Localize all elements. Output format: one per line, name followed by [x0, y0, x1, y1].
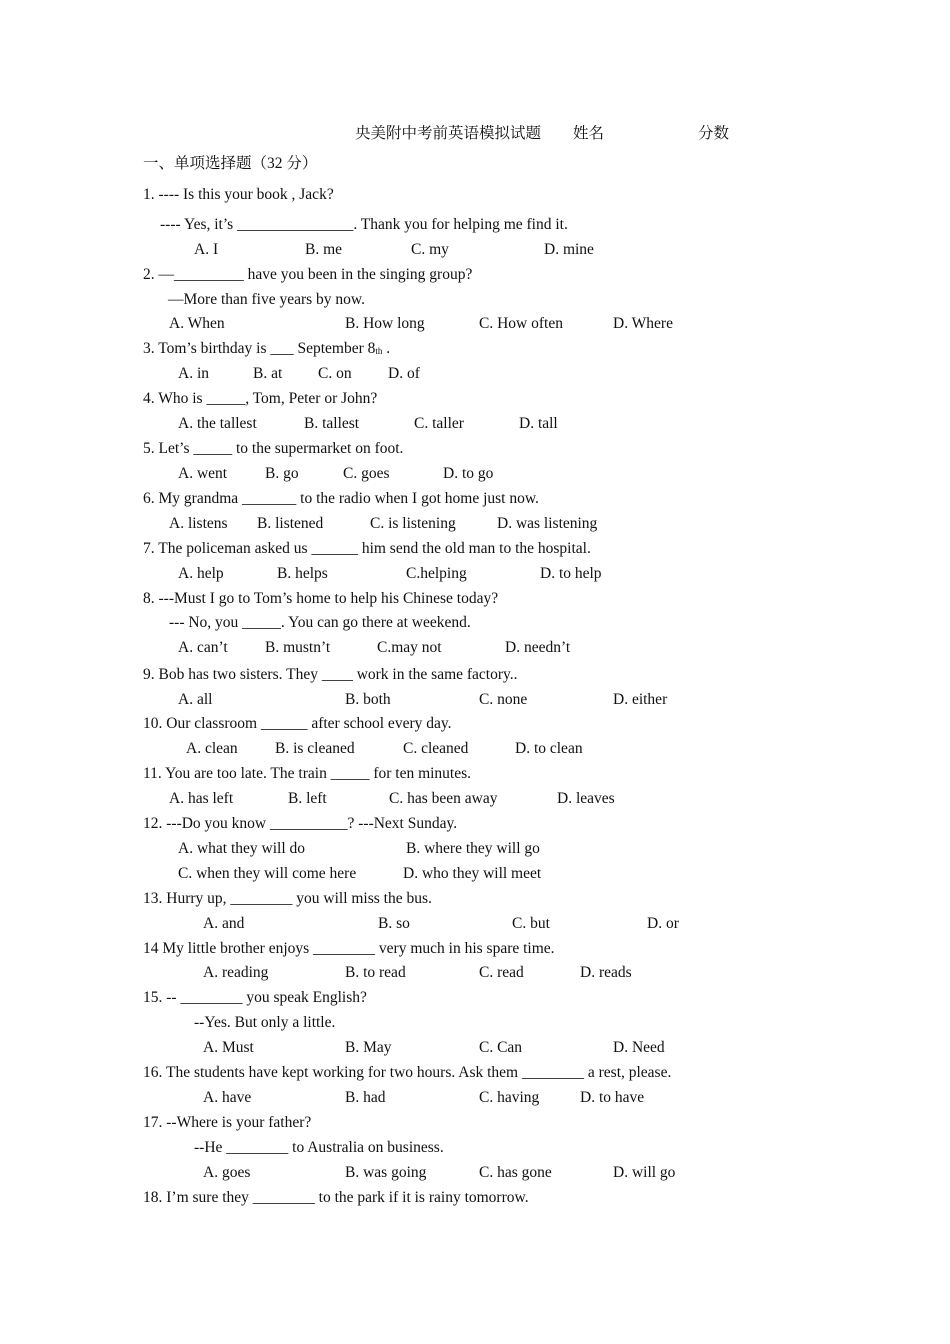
q13-option-a[interactable]: A. and — [203, 915, 245, 932]
q6-option-d[interactable]: D. was listening — [497, 515, 598, 532]
q6-option-c[interactable]: C. is listening — [370, 515, 456, 532]
q17-option-d[interactable]: D. will go — [613, 1164, 676, 1181]
q5-option-a[interactable]: A. went — [178, 465, 228, 482]
q17-option-b[interactable]: B. was going — [345, 1164, 427, 1181]
q4-option-b[interactable]: B. tallest — [304, 415, 360, 432]
q11-option-d[interactable]: D. leaves — [557, 790, 615, 807]
question-14-stem: 14 My little brother enjoys ________ very much in his spare time. — [143, 940, 555, 957]
question-5-stem: 5. Let’s _____ to the supermarket on foot. — [143, 440, 404, 457]
q4-option-c[interactable]: C. taller — [414, 415, 464, 432]
q15-option-c[interactable]: C. Can — [479, 1039, 523, 1056]
q2-option-c[interactable]: C. How often — [479, 315, 563, 332]
question-7-stem: 7. The policeman asked us ______ him send the old man to the hospital. — [143, 540, 591, 557]
q17-option-a[interactable]: A. goes — [203, 1164, 251, 1181]
q8-option-c[interactable]: C.may not — [377, 639, 442, 656]
q3-option-a[interactable]: A. in — [178, 365, 209, 382]
question-2-reply: —More than five years by now. — [168, 291, 365, 308]
question-15-reply: --Yes. But only a little. — [194, 1014, 336, 1031]
q11-option-a[interactable]: A. has left — [169, 790, 234, 807]
q2-option-b[interactable]: B. How long — [345, 315, 425, 332]
q4-option-a[interactable]: A. the tallest — [178, 415, 257, 432]
q1-option-b[interactable]: B. me — [305, 241, 343, 258]
q9-option-a[interactable]: A. all — [178, 691, 213, 708]
q12-option-d[interactable]: D. who they will meet — [403, 865, 542, 882]
q7-option-a[interactable]: A. help — [178, 565, 224, 582]
page-title: 央美附中考前英语模拟试题 — [355, 125, 542, 142]
q5-option-d[interactable]: D. to go — [443, 465, 494, 482]
q8-option-d[interactable]: D. needn’t — [505, 639, 571, 656]
question-4-stem: 4. Who is _____, Tom, Peter or John? — [143, 390, 378, 407]
q10-option-a[interactable]: A. clean — [186, 740, 238, 757]
q6-option-b[interactable]: B. listened — [257, 515, 324, 532]
question-17-reply: --He ________ to Australia on business. — [194, 1139, 444, 1156]
q3-option-d[interactable]: D. of — [388, 365, 420, 382]
q1-option-d[interactable]: D. mine — [544, 241, 594, 258]
q12-option-b[interactable]: B. where they will go — [406, 840, 540, 857]
question-10-stem: 10. Our classroom ______ after school every day. — [143, 715, 452, 732]
question-8-reply: --- No, you _____. You can go there at weekend. — [169, 614, 471, 631]
q9-option-b[interactable]: B. both — [345, 691, 391, 708]
q8-option-b[interactable]: B. mustn’t — [265, 639, 331, 656]
q1-option-c[interactable]: C. my — [411, 241, 449, 258]
q13-option-c[interactable]: C. but — [512, 915, 550, 932]
q16-option-c[interactable]: C. having — [479, 1089, 540, 1106]
question-3-text: 3. Tom’s birthday is ___ September 8 — [143, 340, 376, 357]
q12-option-c[interactable]: C. when they will come here — [178, 865, 357, 882]
q5-option-b[interactable]: B. go — [265, 465, 299, 482]
question-3-stem — [143, 339, 390, 360]
question-8-stem: 8. ---Must I go to Tom’s home to help his Chinese today? — [143, 590, 499, 607]
question-15-stem: 15. -- ________ you speak English? — [143, 989, 367, 1006]
question-3-tail: . — [382, 340, 391, 357]
question-16-stem: 16. The students have kept working for two hours. Ask them ________ a rest, please. — [143, 1064, 672, 1081]
q10-option-d[interactable]: D. to clean — [515, 740, 583, 757]
question-17-stem: 17. --Where is your father? — [143, 1114, 312, 1131]
question-9-stem: 9. Bob has two sisters. They ____ work in the same factory.. — [143, 666, 518, 683]
q8-option-a[interactable]: A. can’t — [178, 639, 228, 656]
q1-option-a[interactable]: A. I — [194, 241, 219, 258]
question-1-reply: ---- Yes, it’s _______________. Thank you for helping me find it. — [160, 216, 568, 233]
q9-option-d[interactable]: D. either — [613, 691, 668, 708]
q3-option-b[interactable]: B. at — [253, 365, 283, 382]
q15-option-d[interactable]: D. Need — [613, 1039, 665, 1056]
q15-option-b[interactable]: B. May — [345, 1039, 392, 1056]
score-label: 分数 — [698, 125, 730, 142]
q13-option-b[interactable]: B. so — [378, 915, 410, 932]
q4-option-d[interactable]: D. tall — [519, 415, 558, 432]
q14-option-a[interactable]: A. reading — [203, 964, 269, 981]
q2-option-a[interactable]: A. When — [169, 315, 225, 332]
q6-option-a[interactable]: A. listens — [169, 515, 228, 532]
q16-option-a[interactable]: A. have — [203, 1089, 252, 1106]
q9-option-c[interactable]: C. none — [479, 691, 528, 708]
q14-option-c[interactable]: C. read — [479, 964, 524, 981]
q5-option-c[interactable]: C. goes — [343, 465, 390, 482]
q10-option-c[interactable]: C. cleaned — [403, 740, 469, 757]
q10-option-b[interactable]: B. is cleaned — [275, 740, 355, 757]
q16-option-d[interactable]: D. to have — [580, 1089, 645, 1106]
question-6-stem: 6. My grandma _______ to the radio when I got home just now. — [143, 490, 539, 507]
q14-option-b[interactable]: B. to read — [345, 964, 406, 981]
q16-option-b[interactable]: B. had — [345, 1089, 386, 1106]
q13-option-d[interactable]: D. or — [647, 915, 679, 932]
ordinal-suffix: th — [375, 346, 383, 356]
q7-option-d[interactable]: D. to help — [540, 565, 602, 582]
question-2-stem: 2. —_________ have you been in the singing group? — [143, 266, 473, 283]
q2-option-d[interactable]: D. Where — [613, 315, 673, 332]
question-13-stem: 13. Hurry up, ________ you will miss the bus. — [143, 890, 432, 907]
q3-option-c[interactable]: C. on — [318, 365, 352, 382]
question-12-stem: 12. ---Do you know __________? ---Next Sunday. — [143, 815, 458, 832]
question-11-stem: 11. You are too late. The train _____ for ten minutes. — [143, 765, 472, 782]
q11-option-c[interactable]: C. has been away — [389, 790, 498, 807]
q17-option-c[interactable]: C. has gone — [479, 1164, 552, 1181]
q7-option-c[interactable]: C.helping — [406, 565, 467, 582]
q15-option-a[interactable]: A. Must — [203, 1039, 254, 1056]
q7-option-b[interactable]: B. helps — [277, 565, 328, 582]
question-18-stem: 18. I’m sure they ________ to the park if it is rainy tomorrow. — [143, 1189, 529, 1206]
section-title: 一、单项选择题（32 分） — [143, 155, 318, 172]
q12-option-a[interactable]: A. what they will do — [178, 840, 305, 857]
q14-option-d[interactable]: D. reads — [580, 964, 632, 981]
question-1-stem: 1. ---- Is this your book , Jack? — [143, 186, 334, 203]
q11-option-b[interactable]: B. left — [288, 790, 327, 807]
name-label: 姓名 — [573, 125, 605, 142]
